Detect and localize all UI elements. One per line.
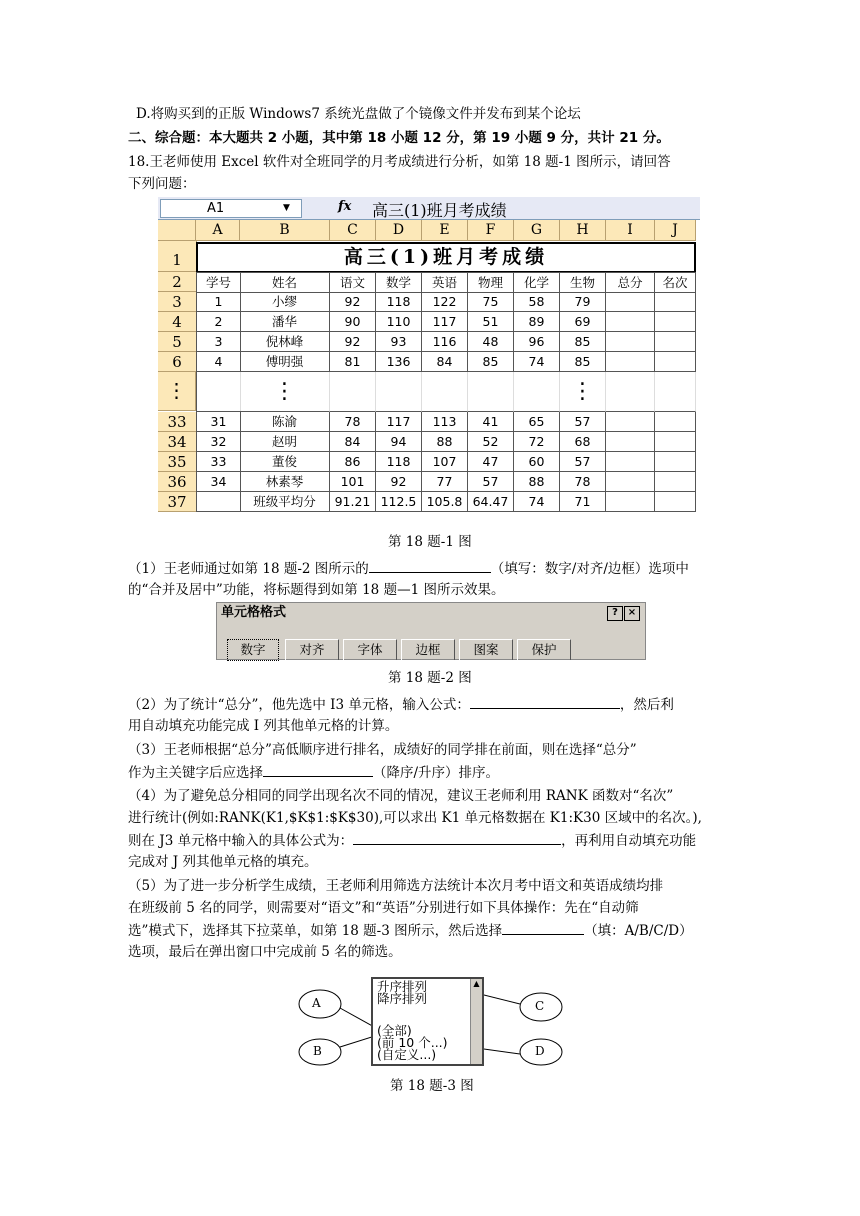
- row-header[interactable]: 33: [158, 412, 197, 432]
- data-cell[interactable]: 117: [376, 412, 422, 432]
- dropdown-arrow-icon[interactable]: ▼: [283, 203, 290, 213]
- figure-2-caption: 第 18 题-2 图: [388, 670, 472, 686]
- data-cell[interactable]: 110: [376, 312, 422, 332]
- q1-line1: [128, 558, 689, 579]
- data-cell[interactable]: 41: [468, 412, 514, 432]
- data-cell[interactable]: [606, 452, 655, 472]
- data-cell[interactable]: 2: [196, 312, 241, 332]
- formula-content[interactable]: 高三(1)班月考成绩: [372, 201, 507, 220]
- header-cell[interactable]: 学号: [196, 272, 241, 293]
- question-18-intro-cont: 下列问题：: [128, 176, 196, 192]
- ellipsis-mark: ⋮: [166, 378, 187, 402]
- tab-font[interactable]: 字体: [343, 639, 397, 660]
- data-cell[interactable]: 赵明: [240, 432, 330, 452]
- data-cell[interactable]: 董俊: [240, 452, 330, 472]
- data-cell[interactable]: 92: [330, 292, 376, 312]
- header-cell[interactable]: 物理: [468, 272, 514, 293]
- data-cell[interactable]: 90: [330, 312, 376, 332]
- q1-text-a: （1）王老师通过如第 18 题-2 图所示的: [128, 561, 369, 577]
- name-box[interactable]: [160, 199, 302, 218]
- figure-1-caption: 第 18 题-1 图: [388, 534, 472, 550]
- data-cell[interactable]: 88: [422, 432, 468, 452]
- row-header[interactable]: 5: [158, 332, 197, 352]
- gap-cell[interactable]: [560, 372, 606, 412]
- gap-cell[interactable]: [330, 372, 376, 412]
- q5-line2: 在班级前 5 名的同学，则需要对“语文”和“英语”分别进行如下具体操作：先在“自动筛: [128, 900, 639, 916]
- data-cell[interactable]: [655, 292, 696, 312]
- data-cell[interactable]: 84: [422, 352, 468, 372]
- data-cell[interactable]: 小缪: [240, 292, 330, 312]
- data-cell[interactable]: 122: [422, 292, 468, 312]
- gap-cell[interactable]: [422, 372, 468, 412]
- data-cell[interactable]: 57: [468, 472, 514, 492]
- data-cell[interactable]: 60: [514, 452, 560, 472]
- row-header[interactable]: 37: [158, 492, 197, 512]
- data-cell[interactable]: 77: [422, 472, 468, 492]
- data-cell[interactable]: 71: [560, 492, 606, 512]
- data-cell[interactable]: [606, 472, 655, 492]
- column-header[interactable]: H: [560, 220, 606, 241]
- q3-answer-blank[interactable]: [263, 762, 373, 777]
- q2-text-a: （2）为了统计“总分”，他先选中 I3 单元格，输入公式：: [128, 697, 470, 713]
- help-button[interactable]: ?: [607, 606, 623, 621]
- excel-screenshot: [158, 197, 700, 520]
- gap-cell[interactable]: [376, 372, 422, 412]
- gap-cell[interactable]: [196, 372, 241, 412]
- data-cell[interactable]: 81: [330, 352, 376, 372]
- data-cell[interactable]: [655, 412, 696, 432]
- data-cell[interactable]: 傅明强: [240, 352, 330, 372]
- data-cell[interactable]: 94: [376, 432, 422, 452]
- header-cell[interactable]: 名次: [655, 272, 696, 293]
- data-cell[interactable]: 85: [560, 332, 606, 352]
- data-cell[interactable]: 3: [196, 332, 241, 352]
- data-cell[interactable]: 52: [468, 432, 514, 452]
- q1-line2: 的“合并及居中”功能，将标题得到如第 18 题—1 图所示效果。: [128, 582, 505, 598]
- tab-patterns[interactable]: 图案: [459, 639, 513, 660]
- q2-answer-blank[interactable]: [470, 694, 620, 709]
- data-cell[interactable]: 113: [422, 412, 468, 432]
- tab-border[interactable]: 边框: [401, 639, 455, 660]
- data-cell[interactable]: 78: [560, 472, 606, 492]
- data-cell[interactable]: [655, 332, 696, 352]
- q1-text-b: （填写：数字/对齐/边框）选项中: [490, 561, 689, 577]
- q5-line3: [128, 920, 693, 941]
- data-cell[interactable]: 78: [330, 412, 376, 432]
- q5-answer-blank[interactable]: [502, 920, 584, 935]
- data-cell[interactable]: 72: [514, 432, 560, 452]
- data-cell[interactable]: [606, 412, 655, 432]
- gap-cell[interactable]: [514, 372, 560, 412]
- q2-text-b: ，然后利: [619, 697, 674, 713]
- data-cell[interactable]: 班级平均分: [240, 492, 330, 512]
- gap-cell[interactable]: [606, 372, 655, 412]
- column-header[interactable]: E: [422, 220, 468, 241]
- data-cell[interactable]: 112.5: [376, 492, 422, 512]
- row-ellipsis: [158, 372, 196, 411]
- data-cell[interactable]: 64.47: [468, 492, 514, 512]
- question-18-intro: 18.王老师使用 Excel 软件对全班同学的月考成绩进行分析，如第 18 题-1 图所示，请回答: [128, 154, 671, 170]
- gap-cell[interactable]: [468, 372, 514, 412]
- data-cell[interactable]: 107: [422, 452, 468, 472]
- q4-answer-blank[interactable]: [353, 830, 561, 845]
- label-c: C: [535, 999, 545, 1013]
- option-d-text: D.将购买到的正版 Windows7 系统光盘做了个镜像文件并发布到某个论坛: [136, 106, 581, 122]
- column-header[interactable]: B: [240, 220, 330, 241]
- data-cell[interactable]: 85: [468, 352, 514, 372]
- header-cell[interactable]: 化学: [514, 272, 560, 293]
- data-cell[interactable]: 79: [560, 292, 606, 312]
- label-b: B: [313, 1044, 322, 1058]
- data-cell[interactable]: 118: [376, 292, 422, 312]
- gap-cell[interactable]: [655, 372, 696, 412]
- q1-answer-blank[interactable]: [369, 558, 491, 573]
- q2-line1: [128, 694, 674, 715]
- data-cell[interactable]: [606, 292, 655, 312]
- q3-text-a: 作为主关键字后应选择: [128, 765, 263, 781]
- data-cell[interactable]: 86: [330, 452, 376, 472]
- data-cell[interactable]: 47: [468, 452, 514, 472]
- figure-3-caption: 第 18 题-3 图: [390, 1078, 474, 1094]
- data-cell[interactable]: 88: [514, 472, 560, 492]
- q5-line4: 选项，最后在弹出窗口中完成前 5 名的筛选。: [128, 944, 402, 960]
- dialog-titlebar: [217, 603, 645, 622]
- data-cell[interactable]: [655, 472, 696, 492]
- data-cell[interactable]: 117: [422, 312, 468, 332]
- data-cell[interactable]: 51: [468, 312, 514, 332]
- row-header[interactable]: 3: [158, 292, 197, 312]
- q5-text-b: （填：A/B/C/D）: [584, 923, 693, 939]
- data-cell[interactable]: [606, 352, 655, 372]
- scrollbar[interactable]: [470, 979, 482, 1064]
- scroll-up-icon[interactable]: ▲: [473, 979, 480, 988]
- header-cell[interactable]: 英语: [422, 272, 468, 293]
- row-header[interactable]: 35: [158, 452, 197, 472]
- data-cell[interactable]: 85: [560, 352, 606, 372]
- data-cell[interactable]: 118: [376, 452, 422, 472]
- data-cell[interactable]: 68: [560, 432, 606, 452]
- select-all-corner[interactable]: [158, 220, 196, 241]
- header-cell[interactable]: 总分: [606, 272, 655, 293]
- close-button[interactable]: ×: [624, 606, 640, 621]
- data-cell[interactable]: 84: [330, 432, 376, 452]
- data-cell[interactable]: [655, 452, 696, 472]
- q4-line2: 进行统计(例如:RANK(K1,$K$1:$K$30),可以求出 K1 单元格数据在 K1:K30 区域中的名次。),: [128, 810, 702, 826]
- autofilter-dropdown-figure: [298, 974, 568, 1066]
- q3-line1: （3）王老师根据“总分”高低顺序进行排名，成绩好的同学排在前面，则在选择“总分”: [128, 742, 637, 758]
- data-cell[interactable]: 136: [376, 352, 422, 372]
- data-cell[interactable]: 74: [514, 492, 560, 512]
- data-cell[interactable]: [606, 332, 655, 352]
- column-header[interactable]: I: [606, 220, 655, 241]
- data-cell[interactable]: 57: [560, 412, 606, 432]
- q5-text-a: 选”模式下，选择其下拉菜单，如第 18 题-3 图所示，然后选择: [128, 923, 503, 939]
- label-a: A: [312, 996, 321, 1010]
- row-header[interactable]: 1: [158, 241, 197, 272]
- header-cell[interactable]: 姓名: [240, 272, 330, 293]
- title-cell[interactable]: 高三(1)班月考成绩: [196, 242, 696, 273]
- ellipsis-mark: ⋮: [273, 379, 296, 404]
- data-cell[interactable]: 93: [376, 332, 422, 352]
- column-header[interactable]: G: [514, 220, 560, 241]
- data-cell[interactable]: 陈渝: [240, 412, 330, 432]
- row-header[interactable]: 34: [158, 432, 197, 452]
- data-cell[interactable]: 91.21: [330, 492, 376, 512]
- q3-text-b: （降序/升序）排序。: [373, 765, 500, 781]
- gap-cell[interactable]: [240, 372, 330, 412]
- data-cell[interactable]: 96: [514, 332, 560, 352]
- data-cell[interactable]: 潘华: [240, 312, 330, 332]
- data-cell[interactable]: 林素琴: [240, 472, 330, 492]
- data-cell[interactable]: 65: [514, 412, 560, 432]
- option-all[interactable]: (全部): [377, 1023, 412, 1038]
- label-d: D: [535, 1044, 545, 1058]
- data-cell[interactable]: 倪林峰: [240, 332, 330, 352]
- ellipsis-mark: ⋮: [571, 379, 594, 404]
- dropdown-list: [371, 977, 484, 1066]
- tab-protection[interactable]: 保护: [517, 639, 571, 660]
- q4-line4: 完成对 J 列其他单元格的填充。: [128, 854, 318, 870]
- data-cell[interactable]: 34: [196, 472, 241, 492]
- row-header[interactable]: 36: [158, 472, 197, 492]
- q4-text-b: ，再利用自动填充功能: [561, 833, 697, 849]
- data-cell[interactable]: 116: [422, 332, 468, 352]
- data-cell[interactable]: [606, 432, 655, 452]
- formula-bar: [158, 197, 700, 220]
- data-cell[interactable]: [655, 352, 696, 372]
- data-cell[interactable]: 1: [196, 292, 241, 312]
- data-cell[interactable]: 69: [560, 312, 606, 332]
- row-header[interactable]: 2: [158, 272, 197, 292]
- data-cell[interactable]: 105.8: [422, 492, 468, 512]
- fx-icon: fx: [338, 199, 352, 214]
- data-cell[interactable]: 4: [196, 352, 241, 372]
- option-custom[interactable]: (自定义...): [377, 1047, 437, 1062]
- data-cell[interactable]: 57: [560, 452, 606, 472]
- column-header[interactable]: A: [196, 220, 240, 241]
- tab-alignment[interactable]: 对齐: [285, 639, 339, 660]
- option-sort-ascending[interactable]: 升序排列: [377, 979, 428, 994]
- data-cell[interactable]: 92: [376, 472, 422, 492]
- header-cell[interactable]: 语文: [330, 272, 376, 293]
- data-cell[interactable]: 101: [330, 472, 376, 492]
- data-cell[interactable]: 31: [196, 412, 241, 432]
- option-top10[interactable]: (前 10 个...): [377, 1035, 448, 1050]
- q4-text-a: 则在 J3 单元格中输入的具体公式为：: [128, 833, 354, 849]
- column-header[interactable]: J: [655, 220, 696, 241]
- column-header[interactable]: F: [468, 220, 514, 241]
- data-cell[interactable]: 92: [330, 332, 376, 352]
- q4-line3: [128, 830, 696, 851]
- data-cell[interactable]: [606, 492, 655, 512]
- data-cell[interactable]: [196, 492, 241, 512]
- q3-line2: [128, 762, 499, 783]
- data-cell[interactable]: [606, 312, 655, 332]
- row-header[interactable]: 6: [158, 352, 197, 372]
- row-header[interactable]: 4: [158, 312, 197, 332]
- data-cell[interactable]: 33: [196, 452, 241, 472]
- data-cell[interactable]: 58: [514, 292, 560, 312]
- column-header[interactable]: C: [330, 220, 376, 241]
- data-cell[interactable]: 89: [514, 312, 560, 332]
- name-box-value: A1: [207, 201, 225, 216]
- tab-number[interactable]: 数字: [227, 639, 279, 661]
- dialog-title: 单元格格式: [221, 605, 287, 620]
- q4-line1: （4）为了避免总分相同的同学出现名次不同的情况，建议王老师利用 RANK 函数对“名次”: [128, 788, 674, 804]
- header-cell[interactable]: 生物: [560, 272, 606, 293]
- data-cell[interactable]: [655, 312, 696, 332]
- header-cell[interactable]: 数学: [376, 272, 422, 293]
- option-sort-descending[interactable]: 降序排列: [377, 991, 428, 1006]
- data-cell[interactable]: 48: [468, 332, 514, 352]
- data-cell[interactable]: 75: [468, 292, 514, 312]
- data-cell[interactable]: [655, 432, 696, 452]
- data-cell[interactable]: 32: [196, 432, 241, 452]
- column-header[interactable]: D: [376, 220, 422, 241]
- data-cell[interactable]: [655, 492, 696, 512]
- q5-line1: （5）为了进一步分析学生成绩，王老师利用筛选方法统计本次月考中语文和英语成绩均排: [128, 878, 664, 894]
- data-cell[interactable]: 74: [514, 352, 560, 372]
- section-heading: 二、综合题：本大题共 2 小题，其中第 18 小题 12 分，第 19 小题 9 分，共计 21 分。: [128, 130, 670, 146]
- format-cells-dialog: [216, 602, 646, 660]
- q2-line2: 用自动填充功能完成 I 列其他单元格的计算。: [128, 718, 399, 734]
